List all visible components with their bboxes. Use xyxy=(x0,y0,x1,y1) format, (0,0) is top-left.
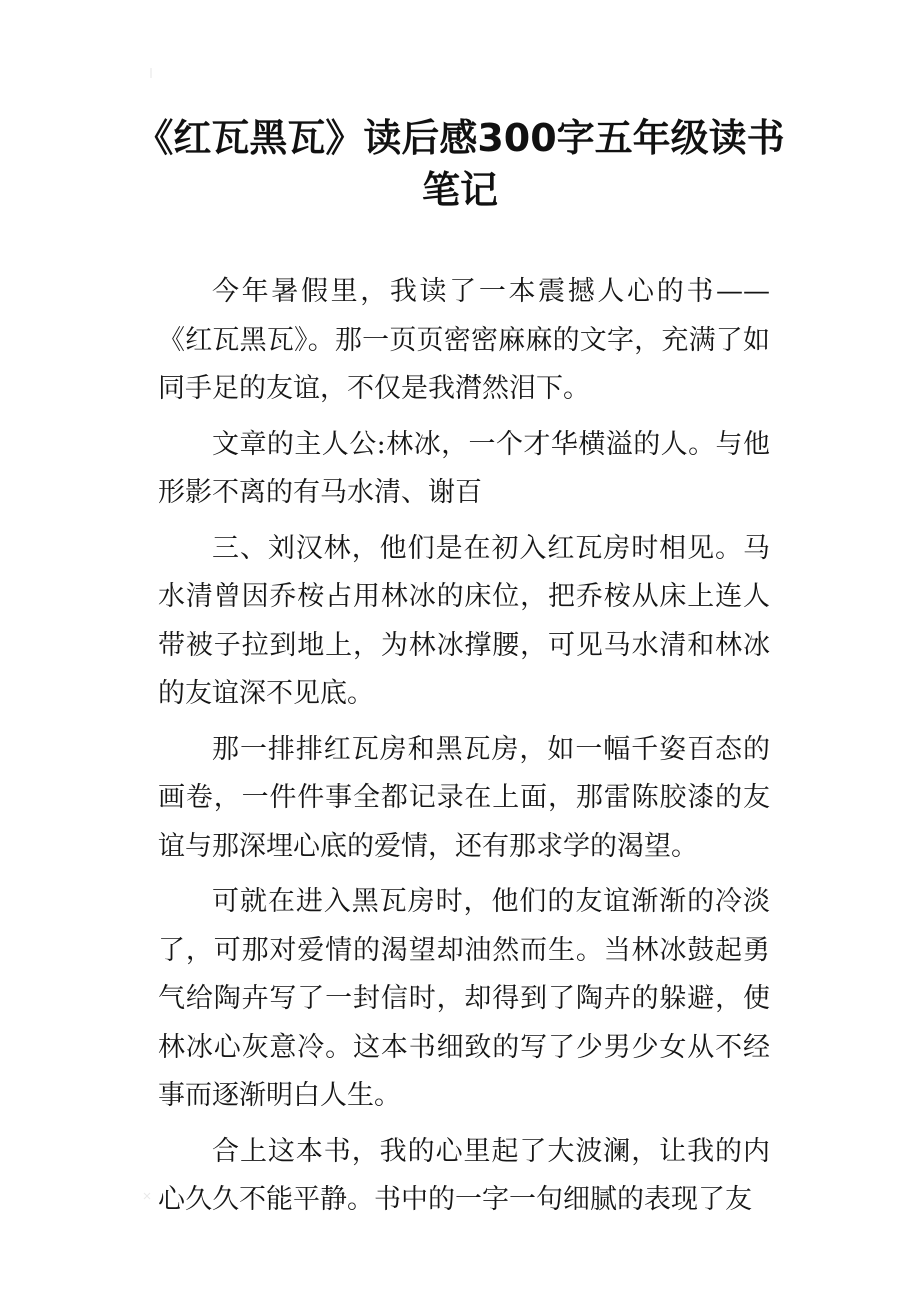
paragraph: 合上这本书，我的心里起了大波澜，让我的内心久久不能平静。书中的一字一句细腻的表现了友 xyxy=(158,1135,770,1215)
paragraph: 今年暑假里，我读了一本震撼人心的书——《红瓦黑瓦》。那一页页密密麻麻的文字，充满了如同手足的友谊，不仅是我潸然泪下。 xyxy=(158,276,770,404)
paragraph: 三、刘汉林，他们是在初入红瓦房时相见。马水清曾因乔桉占用林冰的床位，把乔桉从床上连人带被子拉到地上，为林冰撑腰，可见马水清和林冰的友谊深不见底。 xyxy=(158,532,770,709)
scan-mark xyxy=(143,1191,151,1201)
paragraph: 文章的主人公:林冰，一个才华横溢的人。与他形影不离的有马水清、谢百 xyxy=(158,428,770,508)
paragraph: 可就在进入黑瓦房时，他们的友谊渐渐的冷淡了，可那对爱情的渴望却油然而生。当林冰鼓起勇气给陶卉写了一封信时，却得到了陶卉的躲避，使林冰心灰意冷。这本书细致的写了少男少女从不经事而逐渐明白人生。 xyxy=(158,886,770,1111)
paragraph: 那一排排红瓦房和黑瓦房，如一幅千姿百态的画卷，一件件事全都记录在上面，那雷陈胶漆的友谊与那深埋心底的爱情，还有那求学的渴望。 xyxy=(158,733,770,862)
document-title: 《红瓦黑瓦》读后感300字五年级读书笔记 xyxy=(135,116,785,212)
scan-mark xyxy=(147,68,155,78)
document-body xyxy=(158,268,770,1232)
